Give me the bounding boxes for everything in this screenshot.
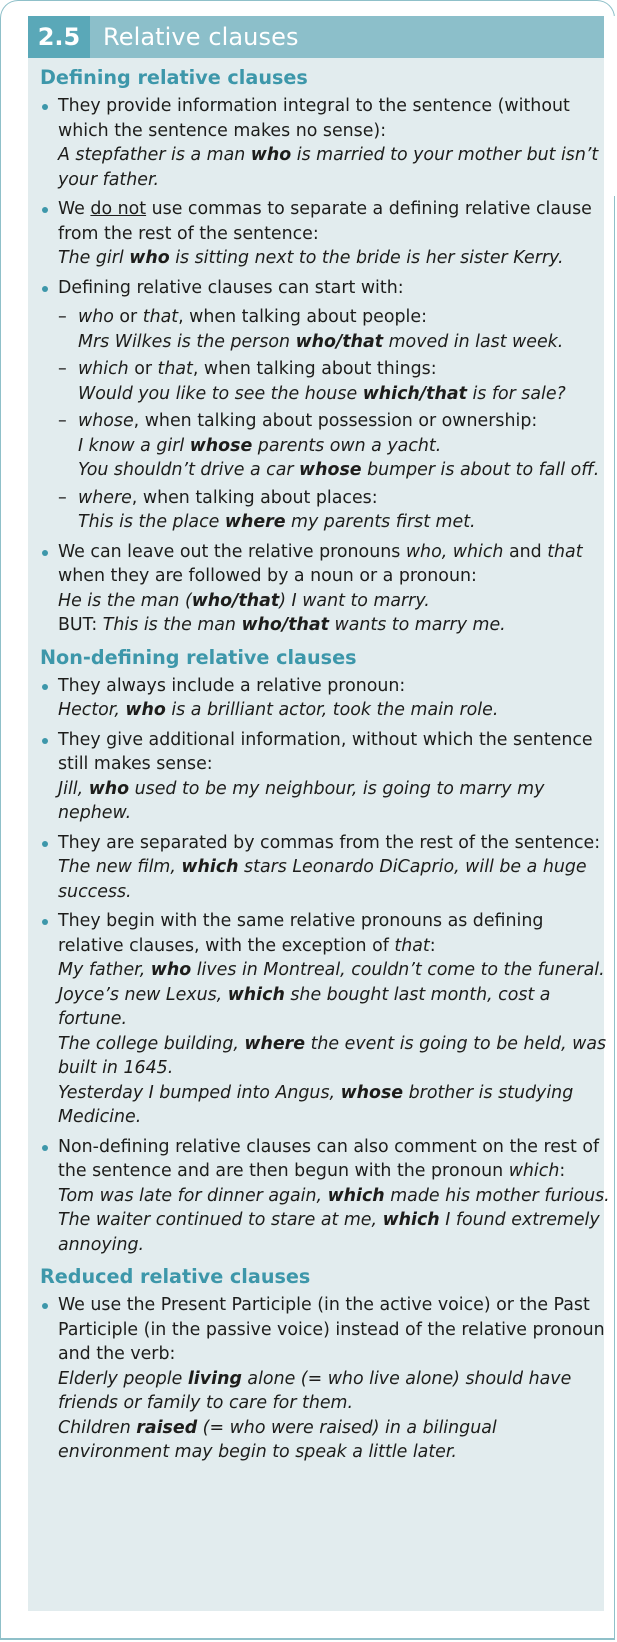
example-sentence: Jill, who used to be my neighbour, is going to marry my nephew.	[58, 778, 545, 823]
bullet-text: We use the Present Participle (in the active voice) or the Past Participle (in the passive voice) instead of the relative pronoun and the verb:	[58, 1295, 605, 1364]
example-sentence: My father, who lives in Montreal, couldn’t come to the funeral.	[58, 960, 605, 980]
example-sentence: Mrs Wilkes is the person who/that moved in last week.	[78, 331, 564, 352]
example-sentence: The girl who is sitting next to the bride is her sister Kerry.	[58, 248, 564, 268]
bullet-item	[40, 540, 610, 638]
bullet-text: They provide information integral to the sentence (without which the sentence makes no sense):	[58, 96, 570, 141]
example-sentence: Joyce’s new Lexus, which she bought last month, cost a fortune.	[58, 984, 551, 1029]
grammar-content	[40, 62, 610, 1470]
bullet-text: We do not use commas to separate a defining relative clause from the rest of the sentence:	[58, 199, 592, 244]
dash-item: – whose, when talking about possession or ownership:	[40, 409, 610, 434]
bullet-item	[40, 1135, 610, 1258]
bullet-text: They are separated by commas from the rest of the sentence:	[58, 832, 601, 853]
example-sentence: The waiter continued to stare at me, which I found extremely annoying.	[58, 1210, 600, 1255]
heading-reduced: Reduced relative clauses	[40, 1265, 311, 1288]
bullet-item	[40, 728, 610, 826]
section-header	[28, 16, 604, 58]
example-sentence: The college building, where the event is going to be held, was built in 1645.	[58, 1033, 607, 1078]
example-sentence: The new film, which stars Leonardo DiCaprio, will be a huge success.	[58, 857, 587, 902]
heading-nondefining: Non-defining relative clauses	[40, 645, 357, 669]
example-sentence: A stepfather is a man who is married to your mother but isn’t your father.	[58, 145, 599, 190]
bullet-text: Non-defining relative clauses can also comment on the rest of the sentence and are then begun with the pronoun which:	[58, 1136, 600, 1181]
dash-item: – which or that, when talking about things:	[40, 357, 610, 382]
example-sentence: Children raised (= who were raised) in a bilingual environment may begin to speak a little later.	[58, 1417, 497, 1462]
dash-item: – where, when talking about places:	[40, 486, 610, 511]
example-sentence: Hector, who is a brilliant actor, took the main role.	[58, 700, 499, 720]
dash-item: – who or that, when talking about people:	[40, 305, 610, 330]
example-sentence: Elderly people living alone (= who live alone) should have friends or family to care for them.	[58, 1368, 572, 1413]
example-sentence: You shouldn’t drive a car whose bumper is about to fall off.	[78, 460, 600, 480]
bullet-text: They begin with the same relative pronouns as defining relative clauses, with the exception of that:	[58, 911, 544, 956]
bullet-text: They give additional information, without which the sentence still makes sense:	[58, 729, 593, 774]
bullet-item	[40, 1293, 610, 1465]
bullet-item	[40, 94, 610, 192]
example-sentence: I know a girl whose parents own a yacht.	[78, 435, 442, 456]
example-sentence: Would you like to see the house which/that is for sale?	[78, 383, 566, 404]
bullet-text: Defining relative clauses can start with:	[58, 277, 404, 298]
bullet-text: They always include a relative pronoun:	[58, 675, 406, 696]
section-title: Relative clauses	[103, 23, 299, 51]
bullet-item	[40, 909, 610, 1130]
example-sentence: He is the man (who/that) I want to marry.	[58, 590, 430, 611]
bullet-item	[40, 674, 610, 723]
example-sentence: Yesterday I bumped into Angus, whose brother is studying Medicine.	[58, 1082, 574, 1127]
bullet-item	[40, 276, 610, 301]
bullet-item	[40, 831, 610, 905]
example-sentence: This is the place where my parents first met.	[78, 512, 476, 532]
section-number: 2.5	[28, 16, 90, 58]
example-sentence: Tom was late for dinner again, which made his mother furious.	[58, 1185, 610, 1206]
bullet-text: We can leave out the relative pronouns who, which and that when they are followed by a noun or a pronoun:	[58, 541, 583, 586]
heading-defining: Defining relative clauses	[40, 66, 308, 89]
example-sentence: BUT: This is the man who/that wants to marry me.	[58, 615, 506, 635]
bullet-item	[40, 197, 610, 271]
